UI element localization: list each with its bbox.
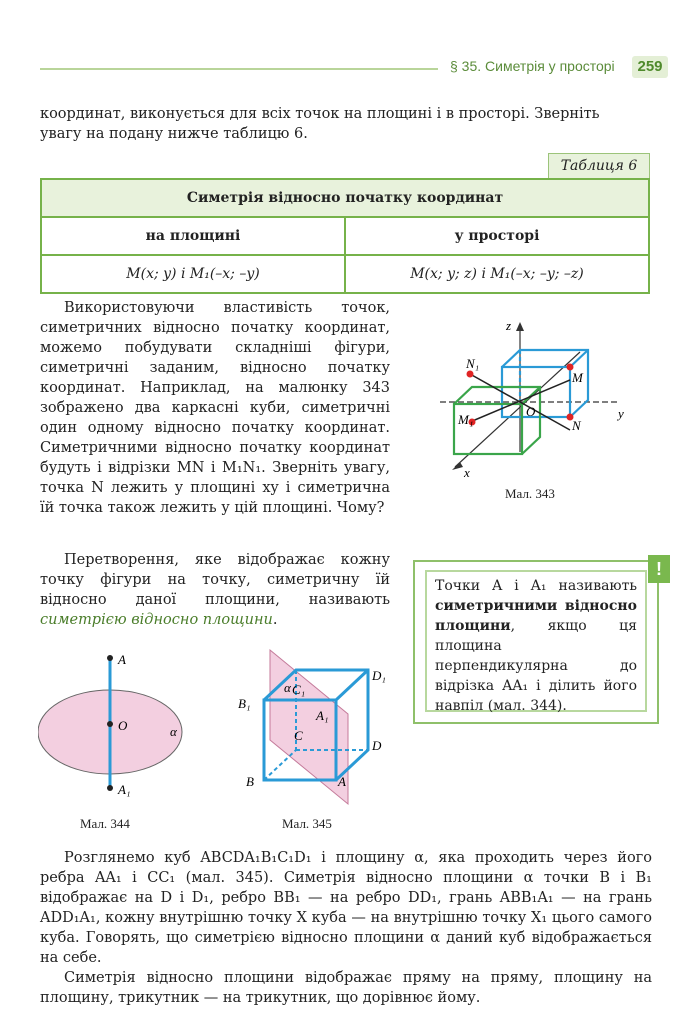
- figure-344: [38, 648, 198, 808]
- x-axis-arrow: [452, 462, 463, 470]
- label-alpha: α: [284, 680, 291, 695]
- figure-343: [430, 312, 650, 487]
- symmetry-table: [40, 178, 650, 294]
- table-col2-value: M(x; y; z) і M₁(–x; –y; –z): [345, 255, 649, 293]
- table-title: Симетрія відносно початку координат: [41, 179, 649, 217]
- page-number: 259: [632, 56, 668, 78]
- point-n1: [467, 371, 474, 378]
- label-a1: A₁: [316, 708, 329, 723]
- definition-start: Перетворення, яке відображає кожну точку фігури на точку, симетричну їй відносно даної площини, називають: [40, 552, 390, 608]
- definition-term: симетрією відносно площини: [40, 612, 273, 628]
- label-b: B: [246, 774, 254, 789]
- z-axis-arrow: [516, 322, 524, 331]
- table-col2-header: у просторі: [345, 217, 649, 255]
- point-a1: [107, 785, 113, 791]
- label-alpha: α: [170, 724, 177, 739]
- caption-343: Мал. 343: [505, 486, 555, 501]
- point-o: [107, 721, 113, 727]
- note-text-start: Точки A і A₁ називають: [435, 578, 637, 594]
- caption-344: Мал. 344: [80, 816, 130, 831]
- definition-end: .: [272, 612, 278, 628]
- paragraph-cube-symmetry: Розглянемо куб ABCDA₁B₁C₁D₁ і площину α, яка проходить через його ребра AA₁ і CC₁ (мал. 345). Симетрія відносно площини α точки B і B₁ відображає на D і D₁, ребро BB₁ — на ребро DD₁, грань ABB₁A₁ — на грань ADD₁A₁, кожну внутрішню точку X куба — на внутрішню точку X₁ цього самого куба. Говорять, що симетрією відносно площини α даний куб відображається на себе.: [40, 850, 652, 966]
- label-c1: C₁: [292, 682, 306, 697]
- figure-345: [236, 640, 406, 810]
- label-a-top: A: [118, 652, 126, 667]
- label-a-bottom: A₁: [118, 782, 131, 797]
- label-a: A: [338, 774, 346, 789]
- note-text-end: , якщо ця площина перпендикулярна до відрізка AA₁ і ділить його навпіл (мал. 344).: [435, 618, 637, 714]
- intro-line-2: увагу на подану нижче таблицю 6.: [40, 126, 308, 142]
- table-col1-header: на площині: [41, 217, 345, 255]
- section-title: § 35. Симетрія у просторі: [450, 58, 615, 74]
- label-c: C: [294, 728, 303, 743]
- header-rule: [40, 68, 438, 70]
- label-y: y: [618, 406, 624, 421]
- table-col1-value: M(x; y) і M₁(–x; –y): [41, 255, 345, 293]
- label-o: O: [526, 404, 536, 419]
- paragraph-plane-properties: Симетрія відносно площини відображає пряму на пряму, площину на площину, трикутник — на трикутник, що дорівнює йому.: [40, 970, 652, 1006]
- point-a: [107, 655, 113, 661]
- paragraph-definition: [40, 550, 390, 630]
- table-label: Таблиця 6: [548, 153, 650, 178]
- note-text-bold: симетричними відносно площини: [435, 598, 637, 634]
- caption-345: Мал. 345: [282, 816, 332, 831]
- paragraph-cubes: Використовуючи властивість точок, симетричних відносно початку координат, можемо побудувати складніші фігури, симетричні заданим, відносно початку координат. Наприклад, на малюнку 343 зображено два каркасні куби, симетричні один одному відносно початку координат. Симетричними відносно початку координат будуть і відрізки MN і M₁N₁. Зверніть увагу, точка N лежить у площині xy і симетрична їй точка також лежить у цій площині. Чому?: [40, 300, 390, 516]
- intro-text: [40, 104, 652, 144]
- label-d: D: [372, 738, 382, 753]
- exclamation-icon: !: [648, 555, 670, 583]
- label-b1: B₁: [238, 696, 251, 711]
- intro-line-1: координат, виконується для всіх точок на площині і в просторі. Зверніть: [40, 106, 600, 122]
- label-n: N: [572, 418, 581, 433]
- label-n1: N₁: [466, 356, 480, 371]
- label-m: M: [572, 370, 583, 385]
- label-d1: D₁: [372, 668, 386, 683]
- label-o: O: [118, 718, 128, 733]
- label-m1: M₁: [458, 412, 474, 427]
- label-z: z: [506, 318, 512, 333]
- note-definition: [425, 570, 647, 712]
- label-x: x: [464, 465, 470, 480]
